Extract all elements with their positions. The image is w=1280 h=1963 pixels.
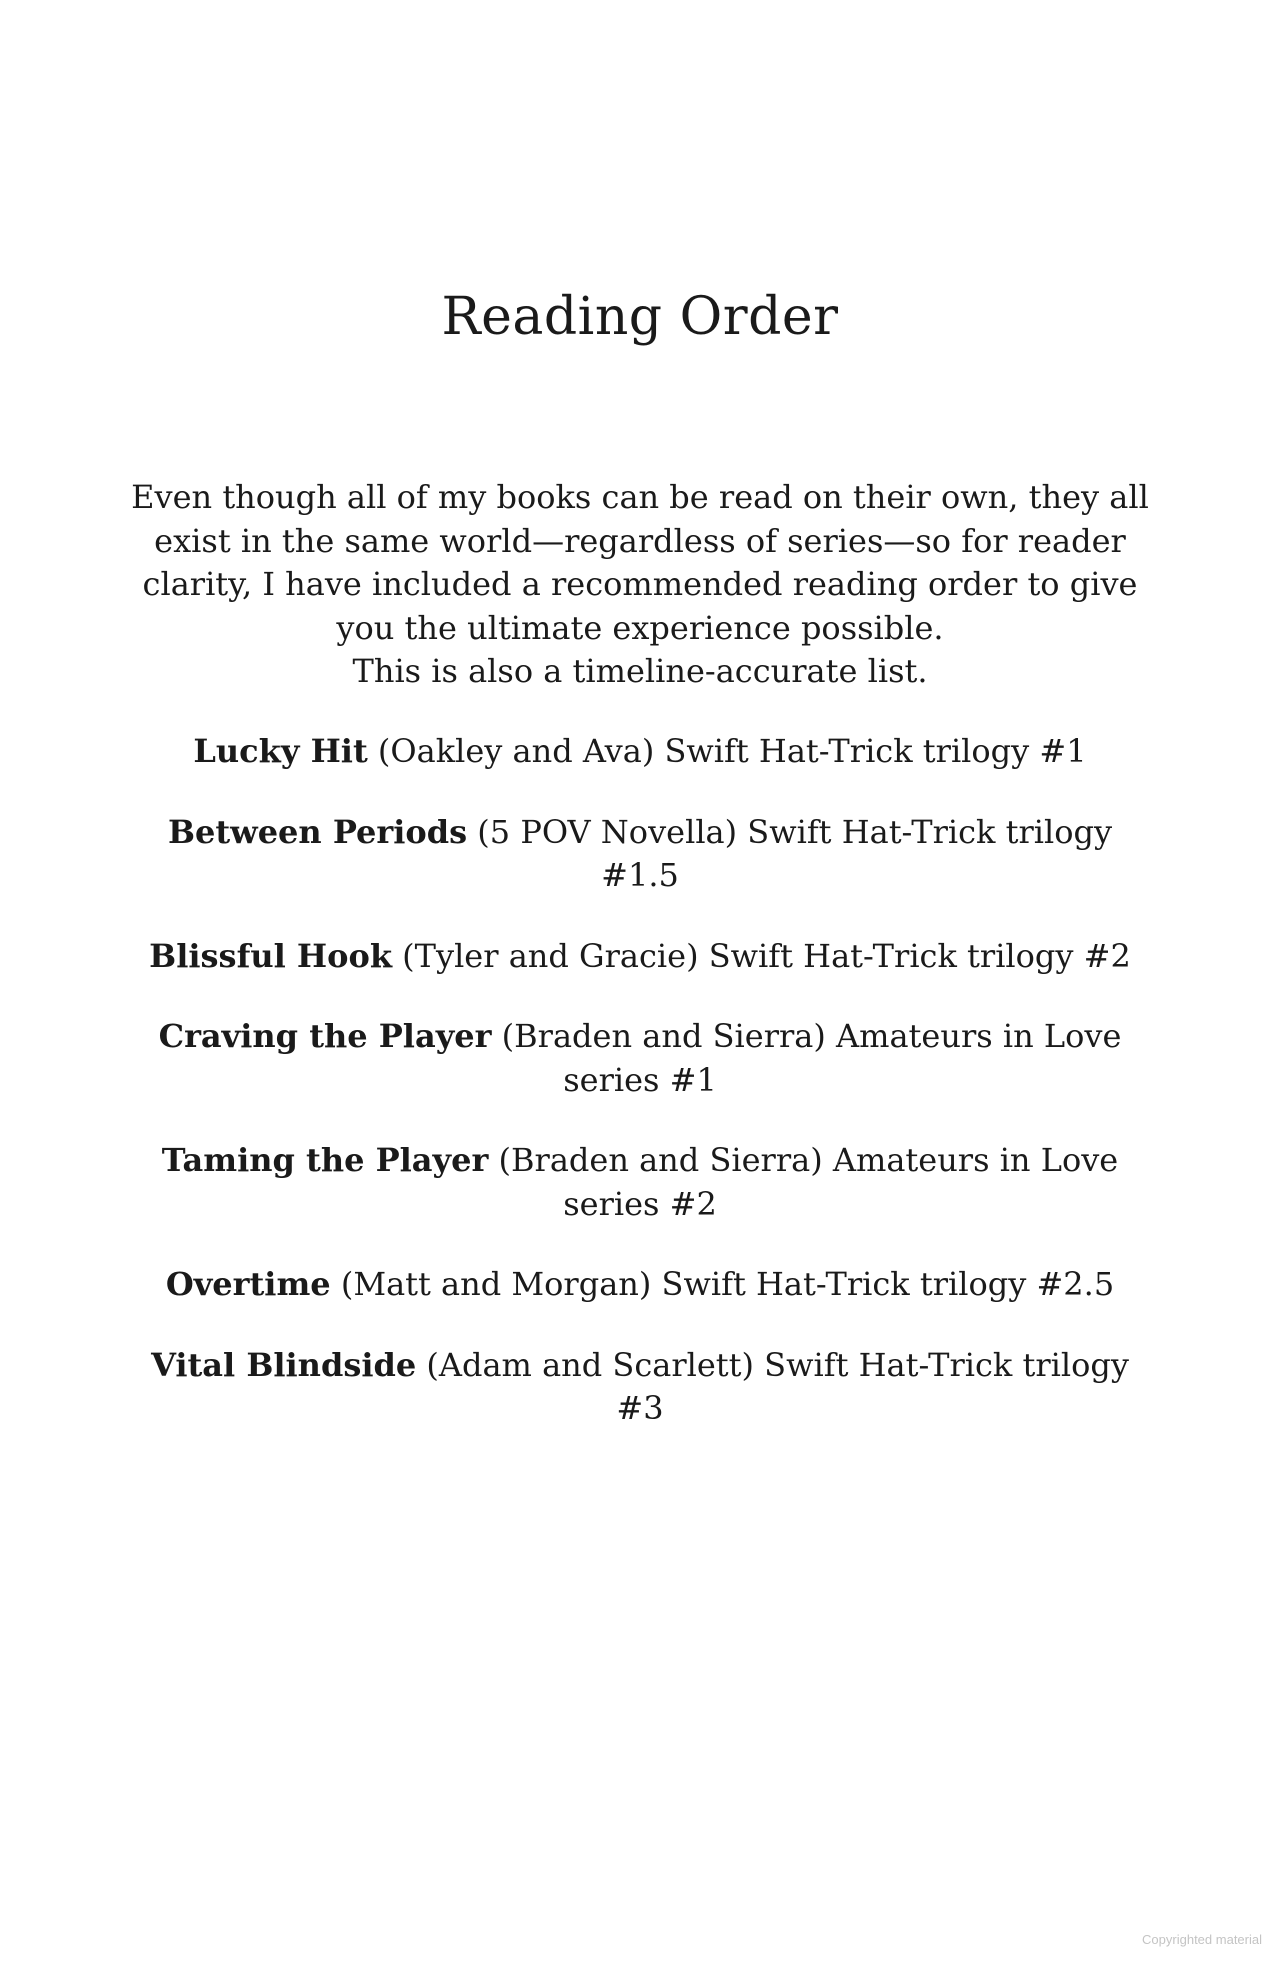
reading-order-list — [125, 730, 1155, 1468]
list-item-book-6 — [125, 1263, 1155, 1307]
book-title: Taming the Player — [161, 1141, 489, 1179]
book-title: Lucky Hit — [193, 732, 368, 770]
book-title: Overtime — [165, 1265, 331, 1303]
book-details: (Braden and Sierra) Amateurs in Love series #2 — [498, 1141, 1119, 1223]
book-details: (Adam and Scarlett) Swift Hat-Trick trilogy #3 — [426, 1345, 1129, 1427]
intro-text — [120, 476, 1160, 694]
page-title: Reading Order — [441, 287, 839, 347]
list-item-book-1 — [125, 730, 1155, 774]
book-title: Craving the Player — [158, 1017, 492, 1055]
list-item-book-3 — [125, 935, 1155, 979]
list-item-book-7 — [125, 1344, 1155, 1431]
list-item-book-2 — [125, 811, 1155, 898]
book-details: (Matt and Morgan) Swift Hat-Trick trilogy #2.5 — [340, 1265, 1115, 1303]
book-details: (5 POV Novella) Swift Hat-Trick trilogy #1.5 — [477, 812, 1113, 894]
intro-paragraph: Even though all of my books can be read on their own, they all exist in the same world—regardless of series—so for reader clarity, I have included a recommended reading order to give you the ultimate experience possible. — [131, 478, 1149, 647]
copyright-watermark: Copyrighted material — [1142, 1932, 1262, 1947]
book-details: (Braden and Sierra) Amateurs in Love series #1 — [501, 1017, 1122, 1099]
book-details: (Oakley and Ava) Swift Hat-Trick trilogy #1 — [377, 732, 1087, 770]
book-title: Vital Blindside — [151, 1345, 417, 1384]
list-item-book-4 — [125, 1015, 1155, 1102]
intro-note: This is also a timeline-accurate list. — [352, 652, 928, 690]
list-item-book-5 — [125, 1139, 1155, 1226]
book-title: Blissful Hook — [149, 936, 392, 975]
book-title: Between Periods — [167, 812, 468, 851]
book-details: (Tyler and Gracie) Swift Hat-Trick trilogy #2 — [402, 936, 1131, 975]
